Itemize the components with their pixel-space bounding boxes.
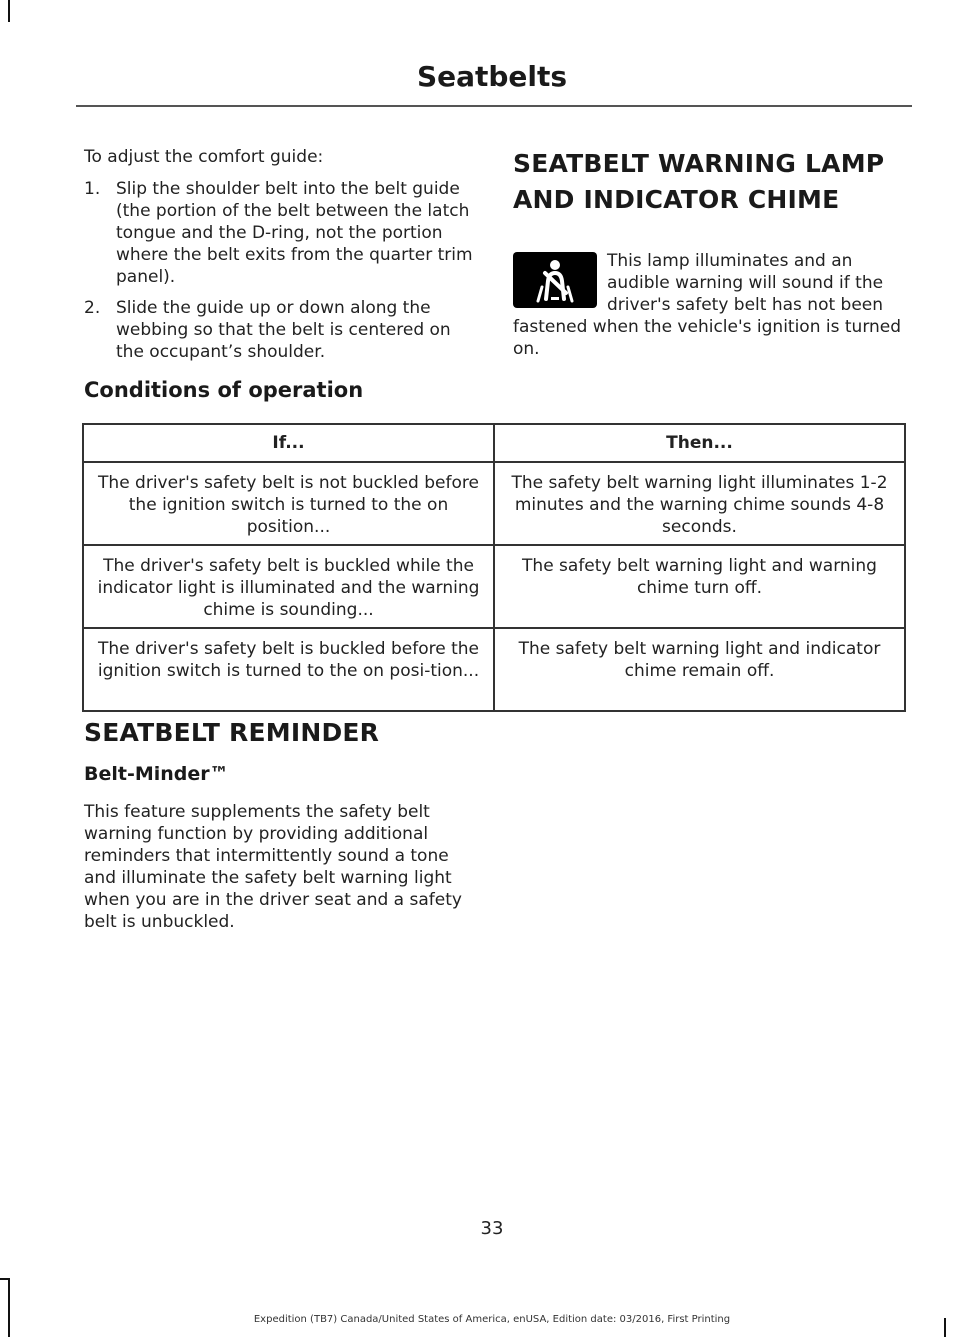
seatbelt-reminder-section xyxy=(84,715,480,933)
warning-lamp-text: This lamp illuminates and an audible warning will sound if the driver's safety belt has not been fastened when the vehicle's ignition is turned on. xyxy=(513,251,902,359)
table-cell: The safety belt warning light and indicator chime remain off. xyxy=(494,628,905,711)
step-number: 2. xyxy=(84,298,101,318)
table-cell: The safety belt warning light illuminates 1-2 minutes and the warning chime sounds 4-8 seconds. xyxy=(494,462,905,545)
table-cell: The driver's safety belt is buckled before the ignition switch is turned to the on posi-tion... xyxy=(83,628,494,711)
table-cell: The safety belt warning light and warning chime turn off. xyxy=(494,545,905,628)
step-text: Slip the shoulder belt into the belt guide (the portion of the belt between the latch tongue and the D-ring, not the portion where the belt exits from the quarter trim panel). xyxy=(116,179,473,287)
crop-mark xyxy=(8,0,10,22)
conditions-heading: Conditions of operation xyxy=(84,378,364,402)
comfort-guide-steps xyxy=(84,178,480,363)
step-text: Slide the guide up or down along the webbing so that the belt is centered on the occupant’s shoulder. xyxy=(116,298,451,362)
crop-mark xyxy=(0,1278,10,1280)
table-cell: The driver's safety belt is not buckled before the ignition switch is turned to the on position... xyxy=(83,462,494,545)
page-title: Seatbelts xyxy=(416,60,568,93)
seatbelt-warning-icon xyxy=(513,252,597,308)
comfort-guide-section xyxy=(84,146,480,372)
page-number: 33 xyxy=(480,1218,504,1239)
warning-lamp-section xyxy=(513,146,909,360)
table-header-row xyxy=(83,424,905,462)
warning-lamp-body xyxy=(513,250,909,360)
list-item xyxy=(84,178,480,288)
title-divider xyxy=(76,105,912,107)
conditions-table xyxy=(82,423,906,712)
reminder-heading: SEATBELT REMINDER xyxy=(84,718,380,747)
belt-minder-subheading: Belt-Minder™ xyxy=(84,763,229,785)
comfort-guide-intro: To adjust the comfort guide: xyxy=(84,147,324,167)
edition-footer: Expedition (TB7) Canada/United States of America, enUSA, Edition date: 03/2016, First Printing xyxy=(253,1314,731,1325)
warning-lamp-heading: SEATBELT WARNING LAMP AND INDICATOR CHIME xyxy=(513,149,885,214)
crop-mark xyxy=(8,1278,10,1337)
step-number: 1. xyxy=(84,179,101,199)
column-header-then: Then... xyxy=(494,424,905,462)
list-item xyxy=(84,297,480,363)
reminder-text: This feature supplements the safety belt warning function by providing additional reminders that intermittently sound a tone and illuminate the safety belt warning light when you are in the driver seat and a safety belt is unbuckled. xyxy=(84,802,462,932)
column-header-if: If... xyxy=(83,424,494,462)
table-cell: The driver's safety belt is buckled while the indicator light is illuminated and the warning chime is sounding... xyxy=(83,545,494,628)
table-row xyxy=(83,545,905,628)
table-row xyxy=(83,462,905,545)
table-row xyxy=(83,628,905,711)
